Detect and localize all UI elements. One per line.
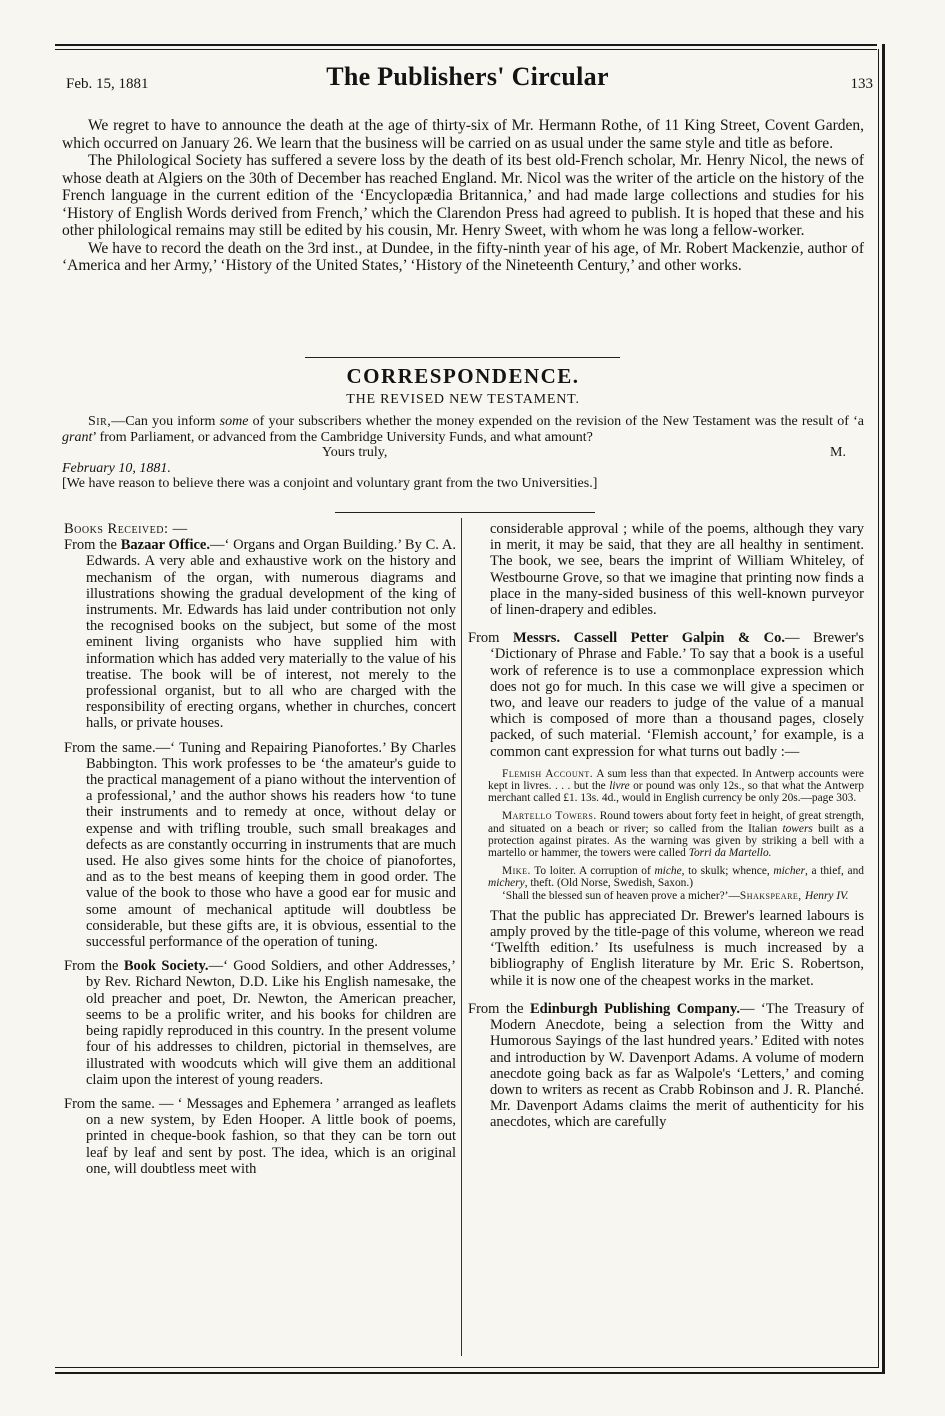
top-border-rule-inner xyxy=(55,49,877,50)
letter-salutation: Sir, xyxy=(88,414,112,429)
running-header xyxy=(60,62,875,96)
correspondence-heading: CORRESPONDENCE. xyxy=(346,364,580,388)
publisher-name: Messrs. Cassell Petter Galpin & Co. xyxy=(512,630,786,647)
notice-mackenzie: We have to record the death on the 3rd inst., at Dundee, in the fifty-ninth year of his age, of Mr. Robert Mackenzie, author of ‘America and her Army,’ ‘History of the United States,’ ‘History of the Nineteenth Century,’ and other works. xyxy=(62,239,864,274)
publisher-name: Edinburgh Publishing Company. xyxy=(530,1000,740,1017)
letter-body xyxy=(62,414,864,492)
right-column xyxy=(468,521,864,1139)
review-entry: From the same. — ‘ Messages and Ephemera ’ arranged as leaflets on a new system, by Eden Hooper. A little book of poems, printed in cheque-book fashion, so that they can be torn out leaf by leaf and sent by post. The idea, which is an original one, will doubtless meet with xyxy=(64,1095,456,1177)
header-date: Feb. 15, 1881 xyxy=(66,76,149,92)
publisher-name: Book Society. xyxy=(123,958,209,975)
books-received-heading: Books Received: — xyxy=(64,521,188,537)
review-entry: From the Bazaar Office.—‘ Organs and Organ Building.’ By C. A. Edwards. A very able and exhaustive work on the history and mechanism of the organ, with numerous diagrams and illustrations showing the gradual development of the king of instruments. Mr. Edwards has laid under contribution not only the recognised books on the subject, but some of the most eminent living organists who have supplied him with information which has added very materially to the value of his treatise. The book will be of interest, not merely to the professional organist, but to all who are charged with the responsibility of erecting organs, whether in churches, concert halls, or private houses. xyxy=(64,537,456,732)
dictionary-quote-mike: Mike. To loiter. A corruption of miche, to skulk; whence, micher, a thief, and michery, theft. (Old Norse, Swedish, Saxon.) ‘Shall the blessed sun of heaven prove a micher?’—Shakspeare, Henry IV. xyxy=(488,865,864,902)
bottom-border-rule xyxy=(55,1372,885,1374)
column-divider xyxy=(461,518,462,1356)
notice-rothe: We regret to have to announce the death at the age of thirty-six of Mr. Hermann Rothe, of 11 King Street, Covent Garden, which occurred on January 26. We learn that the business will be carried on as usual under the same style and title as before. xyxy=(62,117,864,152)
section-divider xyxy=(335,512,595,513)
review-entry: From the Edinburgh Publishing Company.— ‘The Treasury of Modern Anecdote, being a selection from the Witty and Humorous Sayings of the last hundred years.’ Edited with notes and introduction by W. Davenport Adams. A volume of modern anecdote going back as far as Walpole's ‘Letters,’ and coming down to writers as recent as Crabb Robinson and J. R. Planché. Mr. Davenport Adams claims the merit of authenticity for his anecdotes, which are carefully xyxy=(468,1000,864,1131)
obituary-notices xyxy=(62,117,864,275)
dictionary-quote-flemish: Flemish Account. A sum less than that expected. In Antwerp accounts were kept in livres. . . . but the livre or pound was only 12s., so that what the Antwerp merchant called £1. 13s. 4d., would in English currency be only 20s.—page 303. xyxy=(488,767,865,805)
correspondence-section xyxy=(62,364,864,492)
section-divider xyxy=(305,357,620,358)
letter-signoff xyxy=(62,445,864,461)
right-border-rule-inner xyxy=(878,49,879,1368)
letter-date: February 10, 1881. xyxy=(62,460,171,476)
correspondence-subheading: THE REVISED NEW TESTAMENT. xyxy=(346,392,580,407)
letter-text: Sir,—Can you inform some of your subscribers whether the money expended on the revision of the New Testament was the result of ‘a grant’ from Parliament, or advanced from the Cambridge University Funds, and what amount? xyxy=(62,414,864,445)
editorial-note: [We have reason to believe there was a conjoint and voluntary grant from the two Universities.] xyxy=(62,476,598,491)
notice-nicol: The Philological Society has suffered a severe loss by the death of its best old-French scholar, Mr. Henry Nicol, the news of whose death at Algiers on the 30th of December has reached England. Mr. Nicol was the writer of the article on the history of the French language in the current edition of the ‘Encyclopædia Britannica,’ and had made large collections and studies for his ‘History of English Words derived from French,’ which the Clarendon Press had agreed to publish. It is hoped that these and his other philological remains may still be edited by his cousin, Mr. Henry Sweet, with whom he was long a fellow-worker. xyxy=(62,152,864,239)
review-paragraph: That the public has appreciated Dr. Brewer's learned labours is amply proved by the title-page of this volume, whereon we read ‘Twelfth edition.’ Its usefulness is much increased by a bibliography of English literature by Mr. Eric S. Robertson, while it is now one of the cheapest works in the market. xyxy=(490,907,864,989)
top-border-rule xyxy=(55,44,877,46)
bottom-border-rule-inner xyxy=(55,1367,879,1368)
left-column xyxy=(64,521,456,1185)
dictionary-quote-martello: Martello Towers. Round towers about forty feet in height, of great strength, and situated on a beach or river; so called from the Italian towers built as a protection against pirates. As the warning was given by striking a bell with a martello or hammer, the towers were called Torri da Martello. xyxy=(488,810,864,860)
review-entry: From Messrs. Cassell Petter Galpin & Co.— Brewer's ‘Dictionary of Phrase and Fable.’ To say that a book is a useful work of reference is to use a commonplace expression which does not go for much. In this case we will give a specimen or two, and leave our readers to judge of the value of a manual which is composed of more than a thousand pages, closely packed, of such material. ‘Flemish account,’ for example, is a common cant expression for what turns out badly :— xyxy=(468,630,864,760)
letter-closing: Yours truly, xyxy=(322,445,388,460)
review-entry-continued: considerable approval ; while of the poems, although they vary in merit, it may be said, that they are all healthy in sentiment. The book, we see, bears the imprint of William Whiteley, of Westbourne Grove, so that we imagine that printing now finds a place in the many-sided business of this well-known purveyor of linen-drapery and edibles. xyxy=(490,521,864,619)
letter-signature: M. xyxy=(830,445,846,460)
review-entry: From the same.—‘ Tuning and Repairing Pianofortes.’ By Charles Babbington. This work professes to be ‘the amateur's guide to the practical management of a piano without the intervention of a professional,’ and the author shows his readers how ‘to tune their instruments and to remedy at once, without delay or expense and with trifling trouble, such small breakages and defects as are constantly occurring in instruments that are much used. He also gives some hints for the choice of pianofortes, and as to the best means of keeping them in good order. The value of the book to those who have a good ear for music and some amount of mechanical aptitude will doubtless be considerable, but these gifts are, it is obvious, essential to the successful performance of the operation of tuning. xyxy=(64,739,456,951)
page-number: 133 xyxy=(850,76,873,92)
publication-title: The Publishers' Circular xyxy=(326,62,609,91)
publisher-name: Bazaar Office. xyxy=(120,537,210,554)
review-entry: From the Book Society.—‘ Good Soldiers, and other Addresses,’ by Rev. Richard Newton, D.D. Like his English namesake, the old preacher and poet, Dr. Newton, the American preacher, seems to be a prolific writer, and his books for children are being rapidly reproduced in this country. In the present volume four of his addresses to children, pictorial in themselves, are illustrated with woodcuts which will give them an additional claim upon the interest of young readers. xyxy=(64,958,457,1088)
right-border-rule xyxy=(882,44,885,1374)
